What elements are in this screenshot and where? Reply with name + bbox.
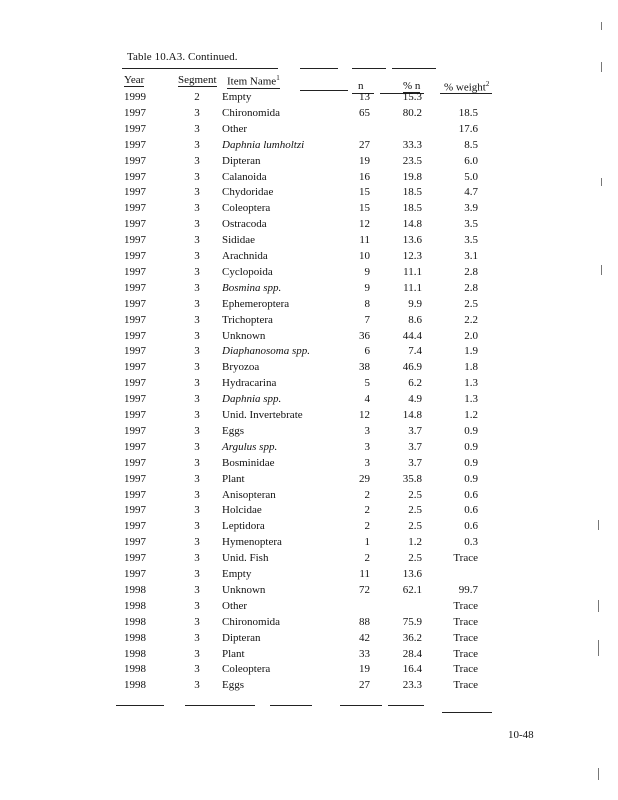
- cell-n: 15: [359, 202, 370, 215]
- header-segment: Segment: [178, 74, 217, 86]
- cell-n: 2: [364, 504, 370, 517]
- cell-n: 11: [359, 568, 370, 580]
- cell-pct-weight: 0.6: [464, 520, 478, 533]
- bottom-rule: [270, 705, 312, 706]
- cell-item-name: Eggs: [222, 679, 244, 692]
- bottom-rule: [340, 705, 382, 706]
- cell-pct-n: 23.3: [402, 679, 422, 692]
- cell-pct-n: 6.2: [408, 377, 422, 390]
- cell-item-name: Hydracarina: [222, 377, 277, 390]
- table-row: [0, 568, 618, 584]
- cell-pct-weight: 5.0: [464, 170, 478, 183]
- table-row: [0, 186, 618, 202]
- cell-pct-n: 35.8: [402, 472, 422, 485]
- table-row: [0, 663, 618, 679]
- top-rule: [122, 68, 278, 69]
- header-item-name-label: Item Name: [227, 75, 277, 88]
- cell-year: 1997: [124, 106, 146, 119]
- cell-item-name: Anisopteran: [222, 488, 276, 501]
- cell-pct-n: 36.2: [402, 631, 422, 644]
- cell-pct-weight: 2.2: [464, 313, 478, 326]
- cell-year: 1997: [124, 488, 146, 501]
- cell-year: 1998: [124, 599, 146, 612]
- cell-segment: 3: [194, 361, 200, 374]
- cell-pct-n: 2.5: [408, 504, 422, 517]
- top-rule: [300, 68, 338, 69]
- cell-segment: 3: [194, 138, 200, 151]
- cell-n: 16: [359, 170, 370, 183]
- cell-pct-weight: 4.7: [464, 186, 478, 199]
- cell-item-name: Plant: [222, 647, 245, 660]
- cell-n: 12: [359, 409, 370, 421]
- cell-year: 1997: [124, 122, 146, 135]
- cell-item-name: Sididae: [222, 234, 255, 247]
- table-row: [0, 202, 618, 218]
- cell-segment: 3: [194, 472, 200, 485]
- cell-pct-weight: 6.0: [464, 154, 478, 167]
- cell-item-name: Other: [222, 599, 248, 612]
- cell-pct-n: 11.1: [403, 281, 422, 294]
- cell-pct-weight: 0.9: [464, 456, 478, 469]
- cell-n: 9: [364, 281, 370, 294]
- cell-pct-weight: Trace: [453, 552, 478, 565]
- cell-item-name: Hymenoptera: [222, 536, 282, 549]
- header-pct-weight-footnote: 2: [485, 80, 490, 88]
- cell-year: 1997: [124, 234, 146, 247]
- cell-year: 1997: [124, 313, 146, 326]
- header-pct-weight-label: % weight: [444, 81, 486, 94]
- table-row: [0, 171, 618, 187]
- cell-segment: 3: [194, 345, 200, 358]
- table-row: [0, 234, 618, 250]
- table-row: [0, 441, 618, 457]
- cell-item-name: Empty: [222, 568, 252, 580]
- scan-artifact: [601, 22, 602, 30]
- cell-year: 1997: [124, 281, 146, 294]
- cell-year: 1997: [124, 393, 146, 406]
- scan-artifact: [598, 600, 599, 612]
- cell-n: 88: [359, 615, 370, 628]
- cell-n: 65: [359, 106, 370, 119]
- cell-item-name: Unid. Invertebrate: [222, 409, 303, 421]
- cell-pct-n: 14.8: [402, 409, 422, 421]
- cell-year: 1997: [124, 329, 146, 342]
- cell-pct-n: 3.7: [408, 456, 422, 469]
- cell-n: 2: [364, 552, 370, 565]
- cell-year: 1997: [124, 265, 146, 278]
- cell-pct-weight: 2.5: [464, 297, 478, 310]
- cell-year: 1997: [124, 552, 146, 565]
- cell-pct-n: 1.2: [408, 536, 422, 549]
- cell-pct-n: 4.9: [408, 393, 422, 406]
- cell-segment: 3: [194, 488, 200, 501]
- cell-pct-n: 46.9: [402, 361, 422, 374]
- cell-n: 29: [359, 472, 370, 485]
- header-item-name: [227, 74, 280, 89]
- cell-year: 1998: [124, 583, 146, 596]
- scan-artifact: [601, 265, 602, 275]
- table-row: [0, 616, 618, 632]
- cell-n: 38: [359, 361, 370, 374]
- cell-segment: 3: [194, 568, 200, 580]
- cell-n: 9: [364, 265, 370, 278]
- cell-year: 1997: [124, 456, 146, 469]
- cell-item-name: Bosmina spp.: [222, 281, 282, 294]
- cell-n: 3: [364, 424, 370, 437]
- header-year: Year: [124, 74, 145, 86]
- cell-pct-weight: 18.5: [458, 106, 478, 119]
- cell-segment: 3: [194, 393, 200, 406]
- cell-segment: 3: [194, 250, 200, 262]
- cell-n: 12: [359, 218, 370, 231]
- cell-segment: 3: [194, 377, 200, 390]
- cell-year: 1997: [124, 170, 146, 183]
- cell-pct-n: 12.3: [402, 250, 422, 262]
- scan-artifact: [598, 640, 599, 656]
- cell-pct-n: 3.7: [408, 440, 422, 453]
- cell-item-name: Cyclopoida: [222, 265, 273, 278]
- cell-pct-n: 15.3: [402, 91, 422, 103]
- cell-pct-weight: 8.5: [464, 138, 478, 151]
- table-row: [0, 489, 618, 505]
- cell-n: 3: [364, 440, 370, 453]
- cell-n: 11: [359, 234, 370, 247]
- cell-pct-n: 7.4: [408, 345, 422, 358]
- top-rule: [352, 68, 386, 69]
- cell-pct-n: 11.1: [403, 265, 422, 278]
- table-row: [0, 393, 618, 409]
- cell-item-name: Bosminidae: [222, 456, 275, 469]
- cell-year: 1997: [124, 297, 146, 310]
- table-row: [0, 425, 618, 441]
- cell-n: 33: [359, 647, 370, 660]
- cell-segment: 3: [194, 281, 200, 294]
- cell-pct-weight: Trace: [453, 679, 478, 692]
- cell-year: 1997: [124, 504, 146, 517]
- bottom-rule: [442, 712, 492, 713]
- cell-pct-weight: 1.2: [464, 409, 478, 421]
- cell-pct-weight: 3.9: [464, 202, 478, 215]
- table-row: [0, 218, 618, 234]
- cell-segment: 3: [194, 583, 200, 596]
- table-row: [0, 377, 618, 393]
- cell-pct-weight: 3.1: [464, 250, 478, 262]
- cell-segment: 3: [194, 520, 200, 533]
- cell-segment: 3: [194, 170, 200, 183]
- cell-item-name: Daphnia spp.: [222, 393, 282, 406]
- cell-pct-weight: 3.5: [464, 234, 478, 247]
- cell-segment: 3: [194, 154, 200, 167]
- table-row: [0, 584, 618, 600]
- cell-n: 8: [364, 297, 370, 310]
- cell-year: 1997: [124, 377, 146, 390]
- header-item-name-footnote: 1: [276, 74, 280, 82]
- cell-pct-weight: Trace: [453, 615, 478, 628]
- cell-item-name: Chydoridae: [222, 186, 274, 199]
- cell-pct-weight: 99.7: [458, 583, 478, 596]
- cell-pct-n: 14.8: [402, 218, 422, 231]
- cell-segment: 3: [194, 265, 200, 278]
- cell-n: 72: [359, 583, 370, 596]
- scan-artifact: [601, 178, 602, 186]
- cell-year: 1998: [124, 679, 146, 692]
- cell-n: 7: [364, 313, 370, 326]
- cell-n: 36: [359, 329, 370, 342]
- cell-pct-n: 75.9: [402, 615, 422, 628]
- cell-segment: 3: [194, 329, 200, 342]
- cell-year: 1997: [124, 138, 146, 151]
- cell-segment: 3: [194, 297, 200, 310]
- cell-item-name: Dipteran: [222, 631, 261, 644]
- table-row: [0, 648, 618, 664]
- cell-n: 1: [364, 536, 370, 549]
- cell-item-name: Unid. Fish: [222, 552, 269, 565]
- table-row: [0, 536, 618, 552]
- cell-pct-weight: 0.3: [464, 536, 478, 549]
- cell-n: 27: [359, 679, 370, 692]
- table-row: [0, 457, 618, 473]
- header-n: n: [358, 80, 364, 92]
- cell-year: 1998: [124, 615, 146, 628]
- table-row: [0, 250, 618, 266]
- cell-pct-weight: 1.3: [464, 393, 478, 406]
- cell-pct-weight: Trace: [453, 631, 478, 644]
- cell-item-name: Unknown: [222, 583, 266, 596]
- cell-item-name: Eggs: [222, 424, 244, 437]
- cell-pct-weight: 0.9: [464, 424, 478, 437]
- table-caption: Table 10.A3. Continued.: [127, 51, 238, 63]
- cell-year: 1997: [124, 440, 146, 453]
- cell-pct-weight: 2.0: [464, 329, 478, 342]
- cell-pct-weight: Trace: [453, 647, 478, 660]
- cell-pct-n: 80.2: [402, 106, 422, 119]
- cell-pct-weight: Trace: [453, 663, 478, 676]
- cell-segment: 3: [194, 631, 200, 644]
- cell-pct-weight: 0.6: [464, 488, 478, 501]
- cell-segment: 3: [194, 424, 200, 437]
- cell-item-name: Other: [222, 122, 248, 135]
- cell-item-name: Leptidora: [222, 520, 265, 533]
- cell-segment: 3: [194, 186, 200, 199]
- cell-n: 5: [364, 377, 370, 390]
- table-row: [0, 520, 618, 536]
- cell-segment: 3: [194, 106, 200, 119]
- table-row: [0, 155, 618, 171]
- cell-year: 1998: [124, 647, 146, 660]
- cell-n: 15: [359, 186, 370, 199]
- cell-n: 13: [359, 91, 370, 103]
- cell-segment: 3: [194, 234, 200, 247]
- scan-artifact: [598, 768, 599, 780]
- table-row: [0, 123, 618, 139]
- cell-item-name: Ephemeroptera: [222, 297, 290, 310]
- table-row: [0, 266, 618, 282]
- cell-pct-weight: 0.6: [464, 504, 478, 517]
- cell-item-name: Dipteran: [222, 154, 261, 167]
- cell-pct-n: 2.5: [408, 520, 422, 533]
- cell-year: 1998: [124, 631, 146, 644]
- cell-item-name: Plant: [222, 472, 245, 485]
- cell-segment: 3: [194, 456, 200, 469]
- cell-year: 1997: [124, 424, 146, 437]
- cell-pct-weight: 1.9: [464, 345, 478, 358]
- cell-pct-n: 23.5: [402, 154, 422, 167]
- cell-segment: 3: [194, 409, 200, 421]
- cell-pct-weight: 0.9: [464, 472, 478, 485]
- cell-pct-n: 3.7: [408, 424, 422, 437]
- table-row: [0, 345, 618, 361]
- cell-year: 1997: [124, 536, 146, 549]
- bottom-rule: [388, 705, 424, 706]
- page-number: 10-48: [508, 729, 534, 741]
- table-row: [0, 473, 618, 489]
- cell-segment: 3: [194, 647, 200, 660]
- cell-n: 27: [359, 138, 370, 151]
- table-row: [0, 504, 618, 520]
- cell-item-name: Chironomida: [222, 615, 281, 628]
- bottom-rule: [185, 705, 255, 706]
- cell-segment: 3: [194, 313, 200, 326]
- cell-pct-weight: 0.9: [464, 440, 478, 453]
- cell-pct-n: 8.6: [408, 313, 422, 326]
- cell-n: 2: [364, 520, 370, 533]
- cell-year: 1997: [124, 154, 146, 167]
- cell-item-name: Holcidae: [222, 504, 262, 517]
- cell-item-name: Calanoida: [222, 170, 267, 183]
- table-row: [0, 91, 618, 107]
- scan-artifact: [601, 62, 602, 72]
- cell-pct-n: 2.5: [408, 488, 422, 501]
- cell-n: 6: [364, 345, 370, 358]
- cell-pct-weight: 1.3: [464, 377, 478, 390]
- cell-year: 1998: [124, 663, 146, 676]
- bottom-rule: [116, 705, 164, 706]
- cell-item-name: Empty: [222, 91, 252, 103]
- cell-n: 10: [359, 250, 370, 262]
- cell-pct-n: 19.8: [402, 170, 422, 183]
- cell-n: 3: [364, 456, 370, 469]
- table-row: [0, 298, 618, 314]
- header-pct-n: % n: [403, 80, 421, 92]
- cell-pct-n: 18.5: [402, 186, 422, 199]
- cell-item-name: Bryozoa: [222, 361, 260, 374]
- cell-pct-n: 62.1: [402, 583, 422, 596]
- cell-year: 1997: [124, 409, 146, 421]
- cell-year: 1997: [124, 345, 146, 358]
- cell-segment: 3: [194, 440, 200, 453]
- cell-pct-n: 33.3: [402, 138, 422, 151]
- cell-pct-weight: 17.6: [458, 122, 478, 135]
- cell-segment: 3: [194, 504, 200, 517]
- cell-item-name: Coleoptera: [222, 202, 271, 215]
- cell-segment: 3: [194, 552, 200, 565]
- cell-segment: 3: [194, 679, 200, 692]
- cell-segment: 3: [194, 536, 200, 549]
- table-row: [0, 107, 618, 123]
- cell-n: 2: [364, 488, 370, 501]
- cell-item-name: Arachnida: [222, 250, 268, 262]
- cell-pct-n: 18.5: [402, 202, 422, 215]
- cell-pct-weight: 2.8: [464, 281, 478, 294]
- cell-pct-n: 9.9: [408, 297, 422, 310]
- cell-n: 19: [359, 663, 370, 676]
- cell-segment: 3: [194, 599, 200, 612]
- cell-year: 1997: [124, 472, 146, 485]
- table-row: [0, 409, 618, 425]
- cell-item-name: Diaphanosoma spp.: [222, 345, 311, 358]
- cell-item-name: Coleoptera: [222, 663, 271, 676]
- cell-n: 4: [364, 393, 370, 406]
- cell-pct-weight: 1.8: [464, 361, 478, 374]
- table-row: [0, 361, 618, 377]
- cell-pct-n: 16.4: [402, 663, 422, 676]
- cell-segment: 3: [194, 122, 200, 135]
- cell-year: 1997: [124, 218, 146, 231]
- cell-item-name: Daphnia lumholtzi: [222, 138, 305, 151]
- cell-year: 1997: [124, 186, 146, 199]
- table-row: [0, 314, 618, 330]
- cell-pct-n: 2.5: [408, 552, 422, 565]
- table-row: [0, 600, 618, 616]
- cell-item-name: Unknown: [222, 329, 266, 342]
- cell-n: 42: [359, 631, 370, 644]
- table-row: [0, 632, 618, 648]
- cell-pct-weight: 3.5: [464, 218, 478, 231]
- cell-pct-weight: 2.8: [464, 265, 478, 278]
- cell-pct-weight: Trace: [453, 599, 478, 612]
- cell-n: 19: [359, 154, 370, 167]
- cell-item-name: Argulus spp.: [222, 440, 278, 453]
- cell-year: 1997: [124, 202, 146, 215]
- cell-pct-n: 13.6: [402, 568, 422, 580]
- cell-year: 1999: [124, 91, 146, 103]
- cell-pct-n: 28.4: [402, 647, 422, 660]
- top-rule: [392, 68, 436, 69]
- cell-item-name: Chironomida: [222, 106, 281, 119]
- table-row: [0, 330, 618, 346]
- cell-item-name: Trichoptera: [222, 313, 273, 326]
- table-row: [0, 552, 618, 568]
- cell-segment: 3: [194, 615, 200, 628]
- cell-year: 1997: [124, 361, 146, 374]
- cell-segment: 3: [194, 202, 200, 215]
- scan-artifact: [598, 520, 599, 530]
- cell-year: 1997: [124, 250, 146, 262]
- cell-segment: 2: [194, 91, 200, 103]
- cell-pct-n: 44.4: [402, 329, 422, 342]
- cell-segment: 3: [194, 663, 200, 676]
- table-row: [0, 282, 618, 298]
- cell-year: 1997: [124, 520, 146, 533]
- table-row: [0, 139, 618, 155]
- cell-year: 1997: [124, 568, 146, 580]
- cell-segment: 3: [194, 218, 200, 231]
- cell-pct-n: 13.6: [402, 234, 422, 247]
- table-row: [0, 679, 618, 695]
- cell-item-name: Ostracoda: [222, 218, 267, 231]
